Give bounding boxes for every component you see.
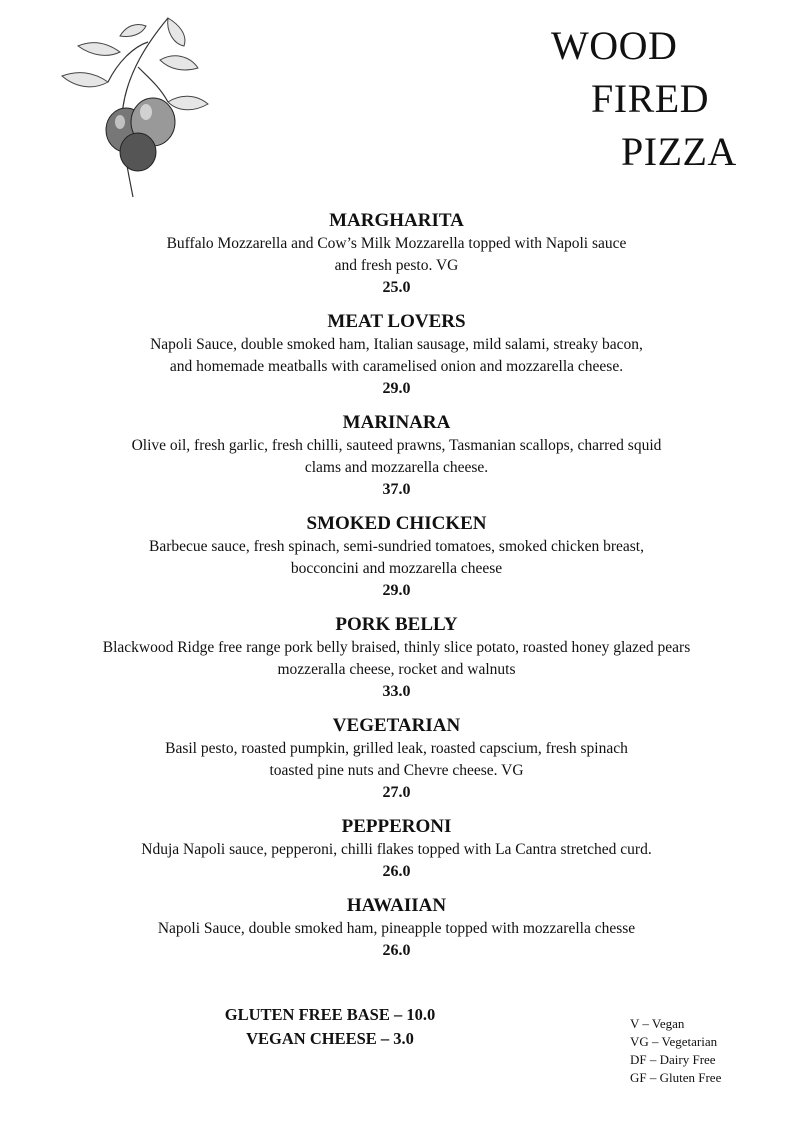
legend-item: GF – Gluten Free xyxy=(630,1070,722,1085)
item-description: mozzeralla cheese, rocket and walnuts xyxy=(277,661,516,678)
legend-item: DF – Dairy Free xyxy=(630,1052,716,1067)
item-description: and homemade meatballs with caramelised onion and mozzarella cheese. xyxy=(169,358,624,375)
item-description: Napoli Sauce, double smoked ham, pineapple topped with mozzarella chesse xyxy=(157,920,636,937)
item-description: Buffalo Mozzarella and Cow’s Milk Mozzarella topped with Napoli sauce xyxy=(166,235,627,252)
item-description: Olive oil, fresh garlic, fresh chilli, sauteed prawns, Tasmanian scallops, charred squid xyxy=(131,437,662,454)
item-price: 33.0 xyxy=(382,683,411,700)
item-price: 29.0 xyxy=(382,380,411,397)
item-name: PORK BELLY xyxy=(335,614,458,635)
menu-item xyxy=(0,411,793,501)
menu-list xyxy=(0,209,793,973)
item-description: Nduja Napoli sauce, pepperoni, chilli flakes topped with La Cantra stretched curd. xyxy=(141,841,652,858)
item-description: Blackwood Ridge free range pork belly braised, thinly slice potato, roasted honey glazed pears xyxy=(102,639,691,656)
extras xyxy=(170,1003,490,1051)
legend-item: V – Vegan xyxy=(630,1016,685,1031)
item-description: Napoli Sauce, double smoked ham, Italian sausage, mild salami, streaky bacon, xyxy=(150,336,643,353)
item-description: clams and mozzarella cheese. xyxy=(304,459,489,476)
item-name: VEGETARIAN xyxy=(332,715,461,736)
dietary-legend xyxy=(630,1015,721,1087)
item-name: MEAT LOVERS xyxy=(327,311,466,332)
item-price: 27.0 xyxy=(382,784,411,801)
item-name: HAWAIIAN xyxy=(346,895,447,916)
menu-item xyxy=(0,815,793,883)
menu-item xyxy=(0,310,793,400)
item-description: Basil pesto, roasted pumpkin, grilled leak, roasted capscium, fresh spinach xyxy=(165,740,628,757)
item-name: MARINARA xyxy=(342,412,451,433)
item-description: and fresh pesto. VG xyxy=(334,257,459,274)
item-description: toasted pine nuts and Chevre cheese. VG xyxy=(269,762,524,779)
item-price: 26.0 xyxy=(382,942,411,959)
menu-title xyxy=(551,23,737,185)
item-name: SMOKED CHICKEN xyxy=(306,513,487,534)
item-name: MARGHARITA xyxy=(329,210,464,231)
extra-gluten-free-base: GLUTEN FREE BASE – 10.0 xyxy=(224,1005,436,1024)
item-price: 25.0 xyxy=(382,279,411,296)
title-line-2: FIRED xyxy=(591,76,710,121)
menu-item xyxy=(0,714,793,804)
item-description: Barbecue sauce, fresh spinach, semi-sundried tomatoes, smoked chicken breast, xyxy=(149,538,644,555)
legend-item: VG – Vegetarian xyxy=(630,1034,718,1049)
item-name: PEPPERONI xyxy=(341,816,452,837)
item-price: 26.0 xyxy=(382,863,411,880)
menu-item xyxy=(0,613,793,703)
menu-item xyxy=(0,209,793,299)
item-description: bocconcini and mozzarella cheese xyxy=(290,560,503,577)
menu-item xyxy=(0,894,793,962)
extra-vegan-cheese: VEGAN CHEESE – 3.0 xyxy=(246,1029,414,1048)
item-price: 29.0 xyxy=(382,582,411,599)
title-line-3: PIZZA xyxy=(621,129,737,174)
menu-item xyxy=(0,512,793,602)
title-line-1: WOOD xyxy=(551,23,678,68)
item-price: 37.0 xyxy=(382,481,411,498)
plum-branch-illustration xyxy=(48,12,218,204)
